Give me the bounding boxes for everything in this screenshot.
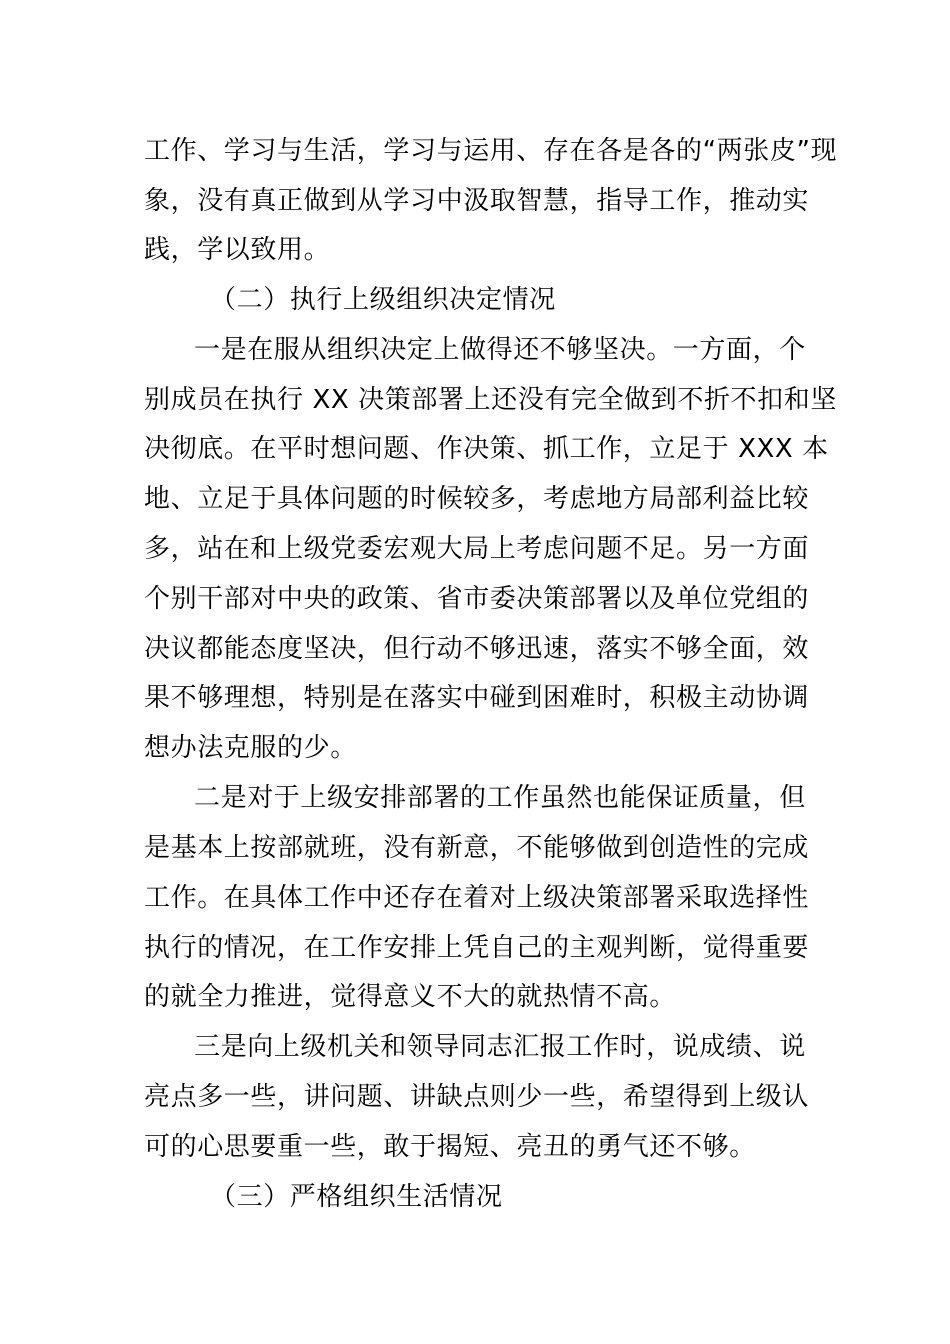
paragraph-start-line: 三是向上级机关和领导同志汇报工作时，说成绩、说 — [194, 1032, 806, 1062]
text-line: 可的心思要重一些，敢于揭短、亮丑的勇气还不够。 — [144, 1132, 756, 1162]
text-line: 决议都能态度坚决，但行动不够迅速，落实不够全面，效 — [144, 634, 810, 664]
text-line: 亮点多一些，讲问题、讲缺点则少一些，希望得到上级认 — [144, 1082, 810, 1112]
text-line: 决彻底。在平时想问题、作决策、抓工作，立足于 XXX 本 — [144, 434, 829, 464]
text-line: 别成员在执行 XX 决策部署上还没有完全做到不折不扣和坚 — [144, 385, 837, 415]
text-line: 工作、学习与生活，学习与运用、存在各是各的“两张皮”现 — [144, 136, 838, 166]
section-heading: （二）执行上级组织决定情况 — [210, 285, 556, 315]
paragraph-start-line: 一是在服从组织决定上做得还不够坚决。一方面，个 — [194, 335, 806, 365]
text-line: 地、立足于具体问题的时候较多，考虑地方局部利益比较 — [144, 484, 810, 514]
text-line: 个别干部对中央的政策、省市委决策部署以及单位党组的 — [144, 584, 810, 614]
text-line: 工作。在具体工作中还存在着对上级决策部署采取选择性 — [144, 883, 810, 913]
text-line: 执行的情况，在工作安排上凭自己的主观判断，觉得重要 — [144, 933, 810, 963]
text-line: 是基本上按部就班，没有新意，不能够做到创造性的完成 — [144, 833, 810, 863]
text-line: 践，学以致用。 — [144, 235, 331, 265]
text-line: 想办法克服的少。 — [144, 733, 357, 763]
text-line: 象，没有真正做到从学习中汲取智慧，指导工作，推动实 — [144, 186, 810, 216]
text-line: 的就全力推进，觉得意义不大的就热情不高。 — [144, 982, 677, 1012]
paragraph-start-line: 二是对于上级安排部署的工作虽然也能保证质量，但 — [194, 783, 806, 813]
section-heading: （三）严格组织生活情况 — [210, 1182, 503, 1212]
text-line: 果不够理想，特别是在落实中碰到困难时，积极主动协调 — [144, 683, 810, 713]
text-line: 多，站在和上级党委宏观大局上考虑问题不足。另一方面 — [144, 534, 810, 564]
